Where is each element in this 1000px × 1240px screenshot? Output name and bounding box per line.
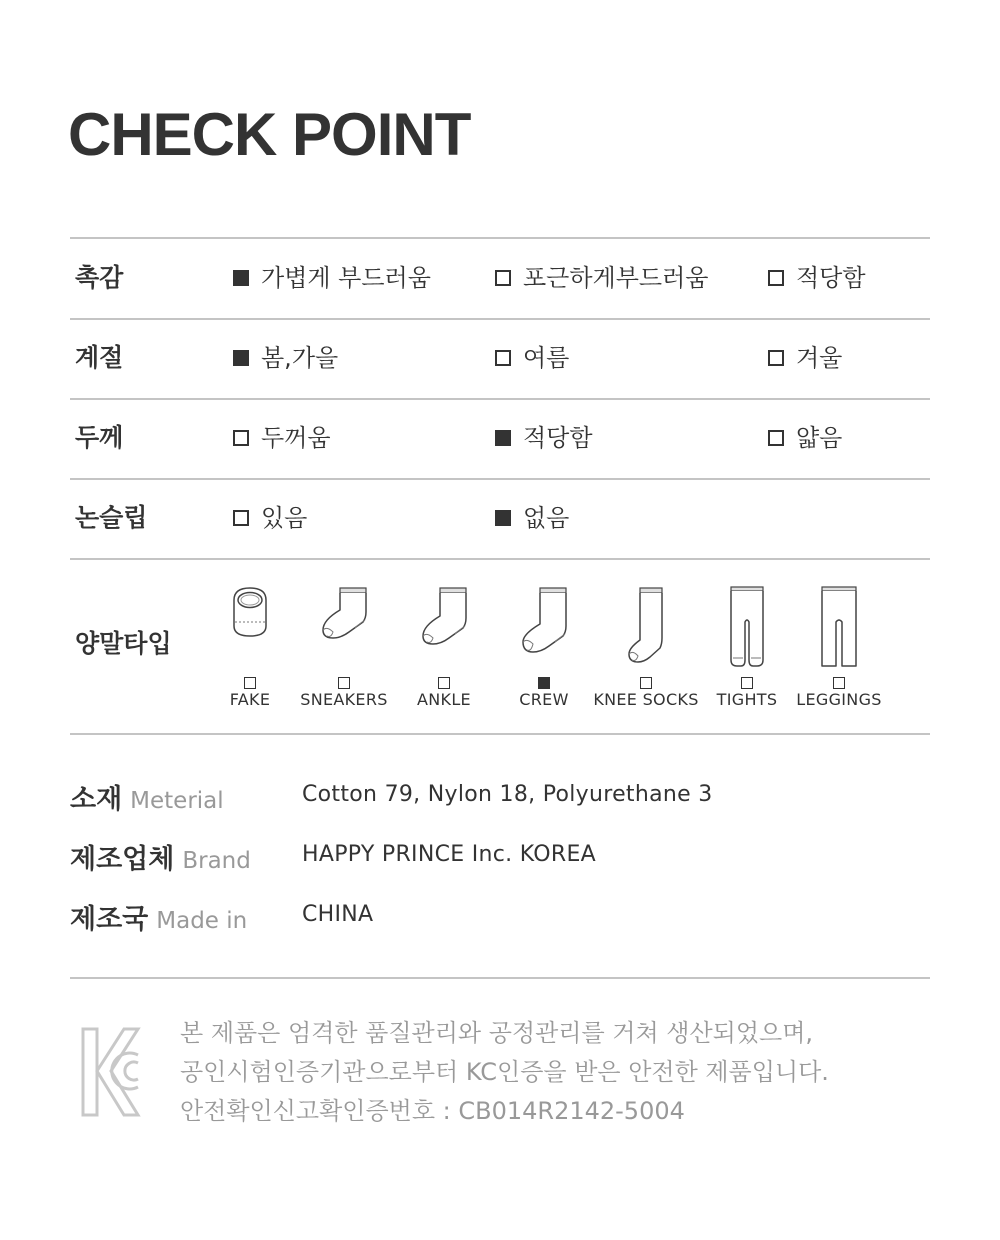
row-label-non-slip: 논슬립 (75, 503, 148, 532)
page-title: CHECK POINT (68, 101, 471, 168)
divider (70, 398, 930, 400)
spec-brand-value: HAPPY PRINCE Inc. KOREA (302, 842, 597, 867)
sock-type-sneakers: SNEAKERS (294, 560, 394, 720)
divider (70, 318, 930, 320)
checked-box-icon (495, 430, 511, 446)
season-option-winter: 겨울 (768, 343, 842, 373)
sock-type-leggings: LEGGINGS (789, 560, 889, 720)
divider (70, 977, 930, 979)
sock-type-ankle: ANKLE (394, 560, 494, 720)
spec-material: 소재 Meterial (70, 784, 224, 815)
certification-text-line-1: 본 제품은 엄격한 품질관리와 공정관리를 거쳐 생산되었으며, (180, 1019, 814, 1047)
row-label-season: 계절 (75, 343, 124, 372)
sneakers-sock-icon (319, 586, 369, 646)
ankle-sock-icon (419, 586, 469, 650)
row-label-sock-type: 양말타입 (75, 629, 172, 658)
row-label-texture: 촉감 (75, 263, 124, 292)
sock-type-tights: TIGHTS (697, 560, 797, 720)
unchecked-box-icon (438, 677, 450, 689)
thickness-option-thin: 얇음 (768, 423, 842, 453)
texture-option-cozy-soft: 포근하게부드러움 (495, 263, 708, 293)
checked-box-icon (495, 510, 511, 526)
checked-box-icon (538, 677, 550, 689)
unchecked-box-icon (233, 430, 249, 446)
crew-sock-icon (519, 586, 569, 656)
certification-number: 안전확인신고확인증번호 : CB014R2142-5004 (180, 1097, 685, 1125)
unchecked-box-icon (833, 677, 845, 689)
checked-box-icon (233, 270, 249, 286)
non-slip-option-yes: 있음 (233, 503, 307, 533)
divider (70, 478, 930, 480)
texture-option-moderate: 적당함 (768, 263, 866, 293)
unchecked-box-icon (244, 677, 256, 689)
thickness-option-moderate: 적당함 (495, 423, 593, 453)
season-option-spring-fall: 봄,가을 (233, 343, 338, 373)
spec-brand: 제조업체 Brand (70, 844, 251, 875)
thickness-option-thick: 두꺼움 (233, 423, 331, 453)
unchecked-box-icon (768, 350, 784, 366)
sock-type-crew: CREW (494, 560, 594, 720)
spec-made-in-value: CHINA (302, 902, 374, 927)
tights-icon (729, 586, 765, 668)
sock-type-fake: FAKE (200, 560, 300, 720)
texture-option-light-soft: 가볍게 부드러움 (233, 263, 431, 293)
unchecked-box-icon (768, 270, 784, 286)
row-label-thickness: 두께 (75, 423, 124, 452)
checked-box-icon (233, 350, 249, 366)
unchecked-box-icon (233, 510, 249, 526)
kc-mark-icon (80, 1025, 142, 1119)
divider (70, 237, 930, 239)
spec-material-value: Cotton 79, Nylon 18, Polyurethane 3 (302, 782, 713, 807)
unchecked-box-icon (495, 270, 511, 286)
sock-type-knee-socks: KNEE SOCKS (596, 560, 696, 720)
fake-sock-icon (230, 586, 270, 646)
spec-made-in: 제조국 Made in (70, 904, 248, 935)
unchecked-box-icon (338, 677, 350, 689)
non-slip-option-no: 없음 (495, 503, 569, 533)
unchecked-box-icon (741, 677, 753, 689)
leggings-icon (820, 586, 858, 668)
unchecked-box-icon (640, 677, 652, 689)
knee-sock-icon (626, 586, 666, 666)
season-option-summer: 여름 (495, 343, 569, 373)
divider (70, 733, 930, 735)
certification-text-line-2: 공인시험인증기관으로부터 KC인증을 받은 안전한 제품입니다. (180, 1058, 829, 1086)
unchecked-box-icon (495, 350, 511, 366)
sock-type-row (70, 560, 930, 732)
unchecked-box-icon (768, 430, 784, 446)
